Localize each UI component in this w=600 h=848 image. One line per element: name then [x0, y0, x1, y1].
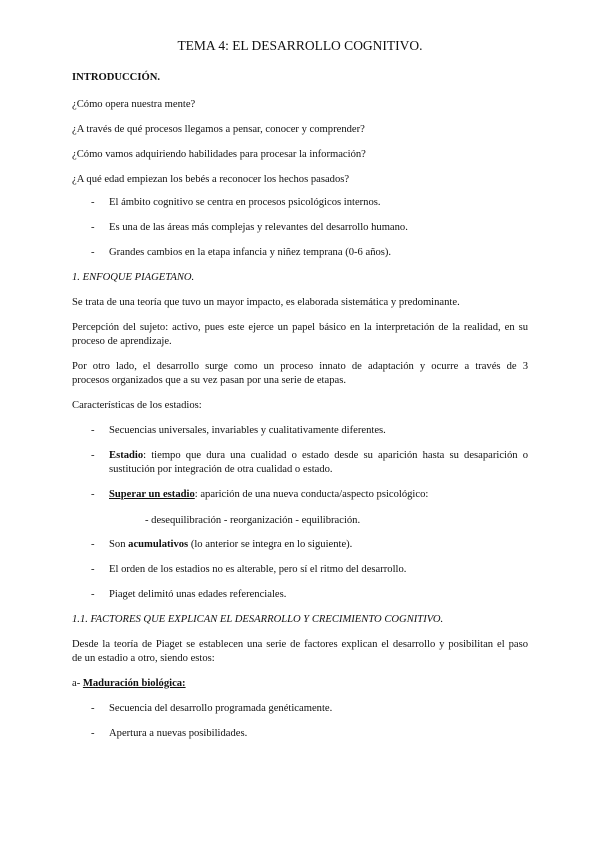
section-1-1-paragraph: Desde la teoría de Piaget se establecen una serie de factores explican el desarrollo y posibilitan el paso — [72, 639, 528, 650]
intro-heading: INTRODUCCIÓN. — [72, 72, 160, 83]
section-1-paragraph: Percepción del sujeto: activo, pues este ejerce un papel básico en la interpretación de la realidad, en su — [72, 322, 528, 333]
stage-bullet: Superar un estadio: aparición de una nueva conducta/aspecto psicológico: — [109, 489, 429, 500]
term-estadio: Estadio — [109, 450, 144, 461]
bullet-dash: - — [91, 564, 95, 575]
bullet-dash: - — [91, 589, 95, 600]
stage-bullet-cont: sustitución por integración de otra cualidad o estado. — [109, 464, 333, 475]
factor-a-heading: a- Maduración biológica: — [72, 678, 186, 689]
intro-question: ¿Cómo opera nuestra mente? — [72, 99, 196, 110]
section-1-paragraph: proceso de aprendizaje. — [72, 336, 172, 347]
intro-bullet: El ámbito cognitivo se centra en procesos psicológicos internos. — [109, 197, 381, 208]
stage-sub-item: - desequilibración - reorganización - equilibración. — [145, 515, 361, 526]
factor-bullet: Secuencia del desarrollo programada genéticamente. — [109, 703, 333, 714]
stage-bullet: Piaget delimitó unas edades referenciales. — [109, 589, 287, 600]
section-1-paragraph: Por otro lado, el desarrollo surge como un proceso innato de adaptación y ocurre a través de 3 — [72, 361, 528, 372]
bullet-dash: - — [91, 222, 95, 233]
bullet-dash: - — [91, 539, 95, 550]
factor-a-name: Maduración biológica: — [82, 678, 186, 689]
intro-bullet: Es una de las áreas más complejas y relevantes del desarrollo humano. — [109, 222, 408, 233]
section-1-heading: 1. ENFOQUE PIAGETANO. — [72, 272, 195, 283]
intro-question: ¿A través de qué procesos llegamos a pensar, conocer y comprender? — [72, 124, 365, 135]
stage-bullet: Secuencias universales, invariables y cualitativamente diferentes. — [109, 425, 386, 436]
stage-bullet: Estadio: tiempo que dura una cualidad o estado desde su aparición hasta su desaparición o — [109, 450, 528, 461]
section-1-paragraph: Se trata de una teoría que tuvo un mayor impacto, es elaborada sistemática y predominante. — [72, 297, 460, 308]
term-acumulativos: acumulativos — [128, 539, 189, 550]
bullet-dash: - — [91, 425, 95, 436]
bullet-dash: - — [91, 247, 95, 258]
intro-bullet: Grandes cambios en la etapa infancia y niñez temprana (0-6 años). — [109, 247, 392, 258]
term-superar-estadio: Superar un estadio — [109, 489, 195, 500]
stage-bullet: Son acumulativos (lo anterior se integra en lo siguiente). — [109, 539, 353, 550]
bullet-dash: - — [91, 728, 95, 739]
page-title: TEMA 4: EL DESARROLLO COGNITIVO. — [177, 38, 423, 53]
intro-question: ¿Cómo vamos adquiriendo habilidades para procesar la información? — [72, 149, 366, 160]
stage-bullet: El orden de los estadios no es alterable, pero sí el ritmo del desarrollo. — [109, 564, 407, 575]
intro-question: ¿A qué edad empiezan los bebés a reconocer los hechos pasados? — [72, 174, 350, 185]
factor-bullet: Apertura a nuevas posibilidades. — [109, 728, 248, 739]
section-1-paragraph: procesos organizados que a su vez pasan por una serie de etapas. — [72, 375, 346, 386]
bullet-dash: - — [91, 197, 95, 208]
section-1-paragraph: Características de los estadios: — [72, 400, 202, 411]
section-1-1-paragraph: de un estadio a otro, siendo estos: — [72, 653, 215, 664]
bullet-dash: - — [91, 489, 95, 500]
bullet-dash: - — [91, 450, 95, 461]
bullet-dash: - — [91, 703, 95, 714]
section-1-1-heading: 1.1. FACTORES QUE EXPLICAN EL DESARROLLO Y CRECIMIENTO COGNITIVO. — [72, 614, 444, 625]
